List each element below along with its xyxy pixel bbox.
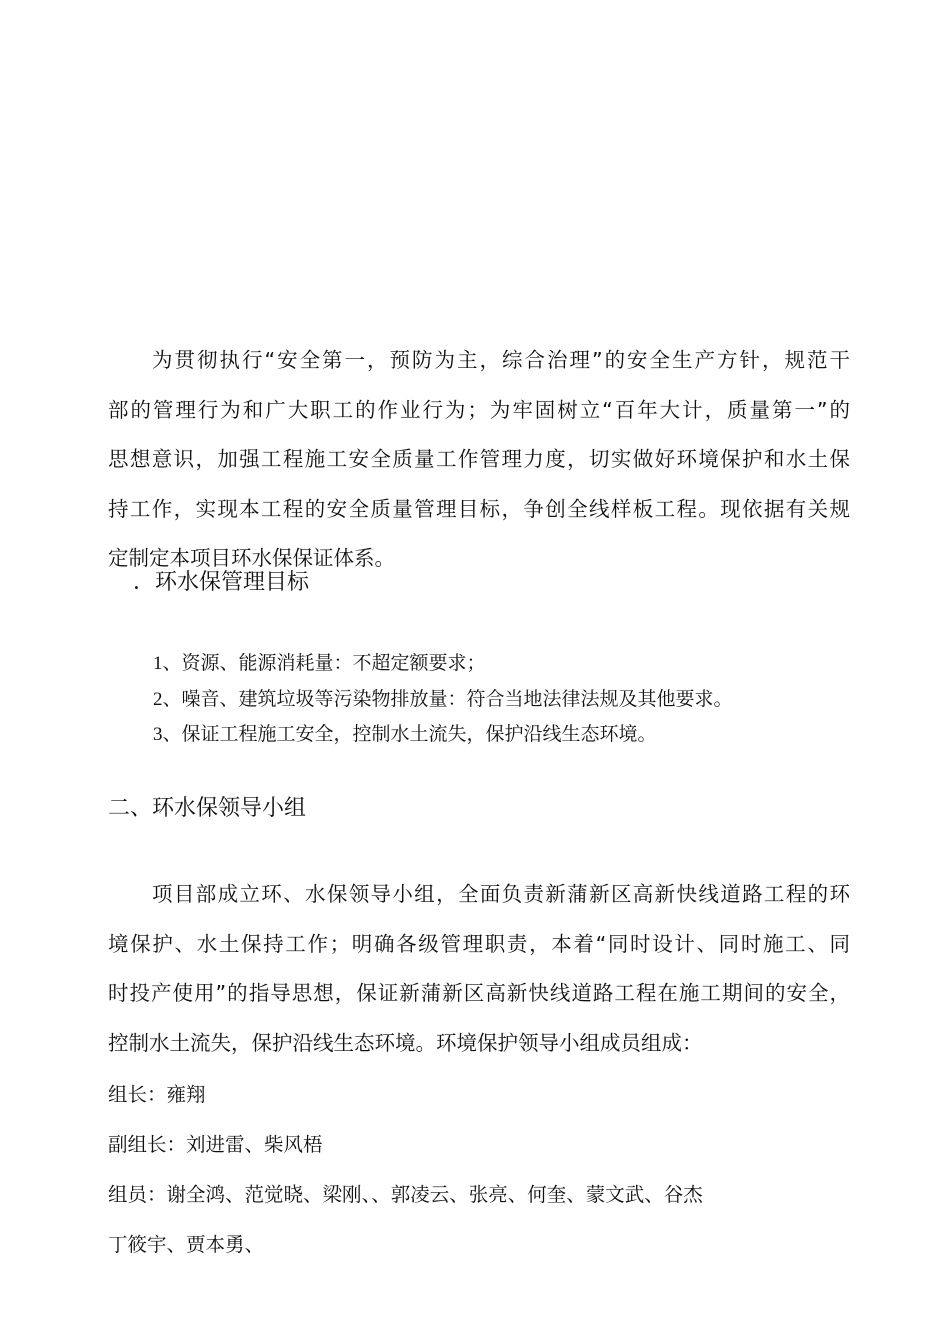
intro-line: 部的管理行为和广大职工的作业行为；为牢固树立“百年大计，质量第一”的 bbox=[108, 397, 850, 422]
member-line-deputy: 副组长：刘进雷、柴风梧 bbox=[108, 1133, 323, 1156]
list-item-text: 、资源、能源消耗量：不超定额要求； bbox=[162, 652, 486, 674]
list-item-number: 2 bbox=[153, 688, 163, 710]
member-line-leader: 组长：雍翔 bbox=[108, 1083, 206, 1106]
list-item-text: 、噪音、建筑垃圾等污染物排放量：符合当地法律法规及其他要求。 bbox=[162, 687, 733, 710]
list-item bbox=[153, 717, 733, 753]
section2-heading: 二、环水保领导小组 bbox=[108, 796, 307, 821]
section1-list bbox=[153, 646, 733, 753]
section2-line: 时投产使用”的指导思想，保证新蒲新区高新快线道路工程在施工期间的安全， bbox=[108, 981, 850, 1005]
section2-paragraph bbox=[108, 870, 850, 1068]
list-item-number: 1 bbox=[153, 653, 163, 674]
member-list bbox=[108, 1070, 703, 1270]
section2-line: 控制水土流失，保护沿线生态环境。环境保护领导小组成员组成： bbox=[108, 1030, 703, 1055]
intro-line: 思想意识，加强工程施工安全质量工作管理力度，切实做好环境保护和水土保 bbox=[108, 447, 850, 471]
intro-line: 持工作，实现本工程的安全质量管理目标，争创全线样板工程。现依据有关规 bbox=[108, 496, 850, 521]
intro-paragraph bbox=[108, 336, 850, 584]
list-item bbox=[153, 682, 733, 718]
member-line-members-cont: 丁筱宇、贾本勇、 bbox=[108, 1233, 265, 1256]
list-item bbox=[153, 646, 733, 682]
member-line-members: 组员：谢全鸿、范觉晓、梁刚、、郭凌云、张亮、何奎、蒙文武、谷杰 bbox=[108, 1183, 703, 1206]
section2-line: 境保护、水土保持工作；明确各级管理职责，本着“同时设计、同时施工、同 bbox=[108, 931, 850, 956]
intro-line: 定制定本项目环水保保证体系。 bbox=[108, 546, 395, 570]
list-item-text: 、保证工程施工安全，控制水土流失，保护沿线生态环境。 bbox=[162, 723, 657, 745]
list-item-number: 3 bbox=[153, 724, 163, 745]
section1-heading: ．环水保管理目标 bbox=[133, 570, 310, 595]
section2-line: 项目部成立环、水保领导小组，全面负责新蒲新区高新快线道路工程的环 bbox=[152, 882, 850, 906]
intro-line: 为贯彻执行“安全第一，预防为主，综合治理”的安全生产方针，规范干 bbox=[152, 348, 850, 372]
